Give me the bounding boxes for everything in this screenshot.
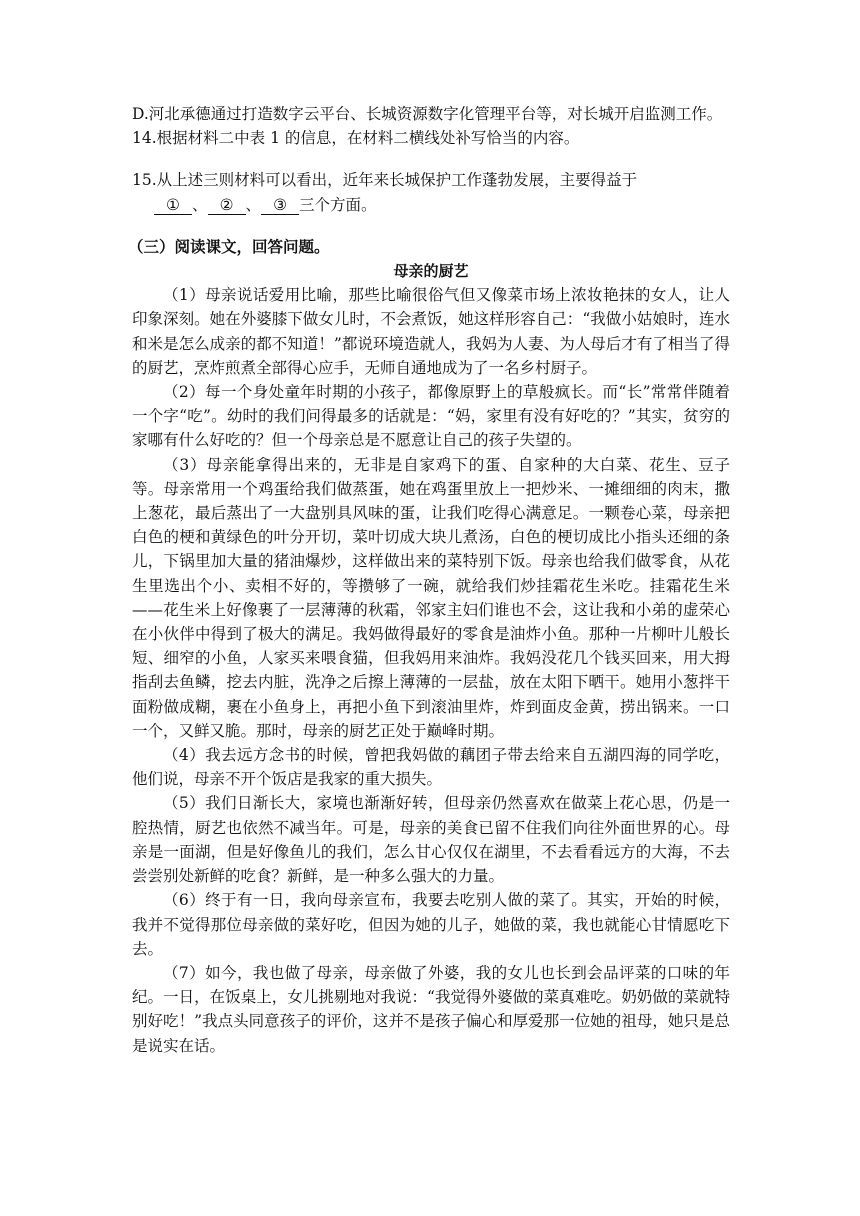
question-15-blanks [132,196,377,214]
spacer [132,150,730,168]
separator: 、 [192,195,208,214]
article-title: 母亲的厨艺 [393,262,469,281]
question-15-text: 15.从上述三则材料可以看出，近年来长城保护工作蓬勃发展，主要得益于 [132,171,638,190]
paragraph-3: （3）母亲能拿得出来的，无非是自家鸡下的蛋、自家种的大白菜、花生、豆子等。母亲常用一个鸡蛋给我们做蒸蛋，她在鸡蛋里放上一把炒米、一摊细细的肉末，撒上葱花，最后蒸出了一大盘别具风味的蛋，让我们吃得心满意足。一颗卷心菜，母亲把白色的梗和黄绿色的叶分开切，菜叶切成大块儿煮汤，白色的梗切成比小指头还细的条儿，下锅里加大量的猪油爆炒，这样做出来的菜特别下饭。母亲也给我们做零食，从花生里选出个小、卖相不好的，等攒够了一碗，就给我们炒挂霜花生米吃。挂霜花生米——花生米上好像裹了一层薄薄的秋霜，邻家主妇们谁也不会，这让我和小弟的虚荣心在小伙伴中得到了极大的满足。我妈做得最好的零食是油炸小鱼。那种一片柳叶儿般长短、细窄的小鱼，人家买来喂食猫，但我妈用来油炸。我妈没花几个钱买回来，用大拇指刮去鱼鳞，挖去内脏，洗净之后擦上薄薄的一层盐，放在太阳下晒干。她用小葱拌干面粉做成糊，裹在小鱼身上，再把小鱼下到滚油里炸，炸到面皮金黄，捞出锅来。一口一个，又鲜又脆。那时，母亲的厨艺正处于巅峰时期。 [132,455,730,740]
separator: 、 [245,195,262,214]
question-15 [132,168,730,216]
spacer [132,217,730,235]
paragraph-6: （6）终于有一日，我向母亲宣布，我要去吃别人做的菜了。其实，开始的时候，我并不觉得那位母亲做的菜好吃，但因为她的儿子，她做的菜，我也就能心甘情愿吃下去。 [132,891,730,958]
question-15-suffix: 三个方面。 [299,195,377,214]
paragraph-7: （7）如今，我也做了母亲，母亲做了外婆，我的女儿也长到会品评菜的口味的年纪。一日，在饭桌上，女儿挑剔地对我说：“我觉得外婆做的菜真难吃。奶奶做的菜就特别好吃！”我点头同意孩子的评价，这并不是孩子偏心和厚爱那一位她的祖母，她只是总是说实在话。 [132,963,730,1055]
document-content [128,102,730,1058]
paragraph-2: （2）每一个身处童年时期的小孩子，都像原野上的草般疯长。而“长”常常伴随着一个字“吃”。幼时的我们问得最多的话就是：“妈，家里有没有好吃的？”其实，贫穷的家哪有什么好吃的？但一个母亲总是不愿意让自己的孩子失望的。 [132,383,730,450]
answer-blank-3[interactable]: ③ [261,196,299,215]
paragraph-5: （5）我们日渐长大，家境也渐渐好转，但母亲仍然喜欢在做菜上花心思，仍是一腔热情，厨艺也依然不减当年。可是，母亲的美食已留不住我们向往外面世界的心。母亲是一面湖，但是好像鱼儿的我们，怎么甘心仅仅在湖里，不去看看远方的大海，不去尝尝别处新鲜的吃食？新鲜，是一种多么强大的力量。 [132,794,730,886]
paragraph-4: （4）我去远方念书的时候，曾把我妈做的藕团子带去给来自五湖四海的同学吃，他们说，母亲不开个饭店是我家的重大损失。 [132,746,730,789]
question-13-option-d: D.河北承德通过打造数字云平台、长城资源数字化管理平台等，对长城开启监测工作。 [132,105,723,123]
section-heading: （三）阅读课文，回答问题。 [128,237,330,256]
answer-blank-2[interactable]: ② [208,196,246,215]
question-14: 14.根据材料二中表 1 的信息，在材料二横线处补写恰当的内容。 [132,129,580,148]
paragraph-1: （1）母亲说话爱用比喻，那些比喻很俗气但又像菜市场上浓妆艳抹的女人，让人印象深刻。她在外婆膝下做女儿时，不会煮饭，她这样形容自己：“我做小姑娘时，连水和米是怎么成亲的都不知道！”都说环境造就人，我妈为人妻、为人母后才有了相当了得的厨艺，烹炸煎煮全部得心应手，无师自通地成为了一名乡村厨子。 [132,286,730,377]
answer-blank-1[interactable]: ① [154,196,192,215]
